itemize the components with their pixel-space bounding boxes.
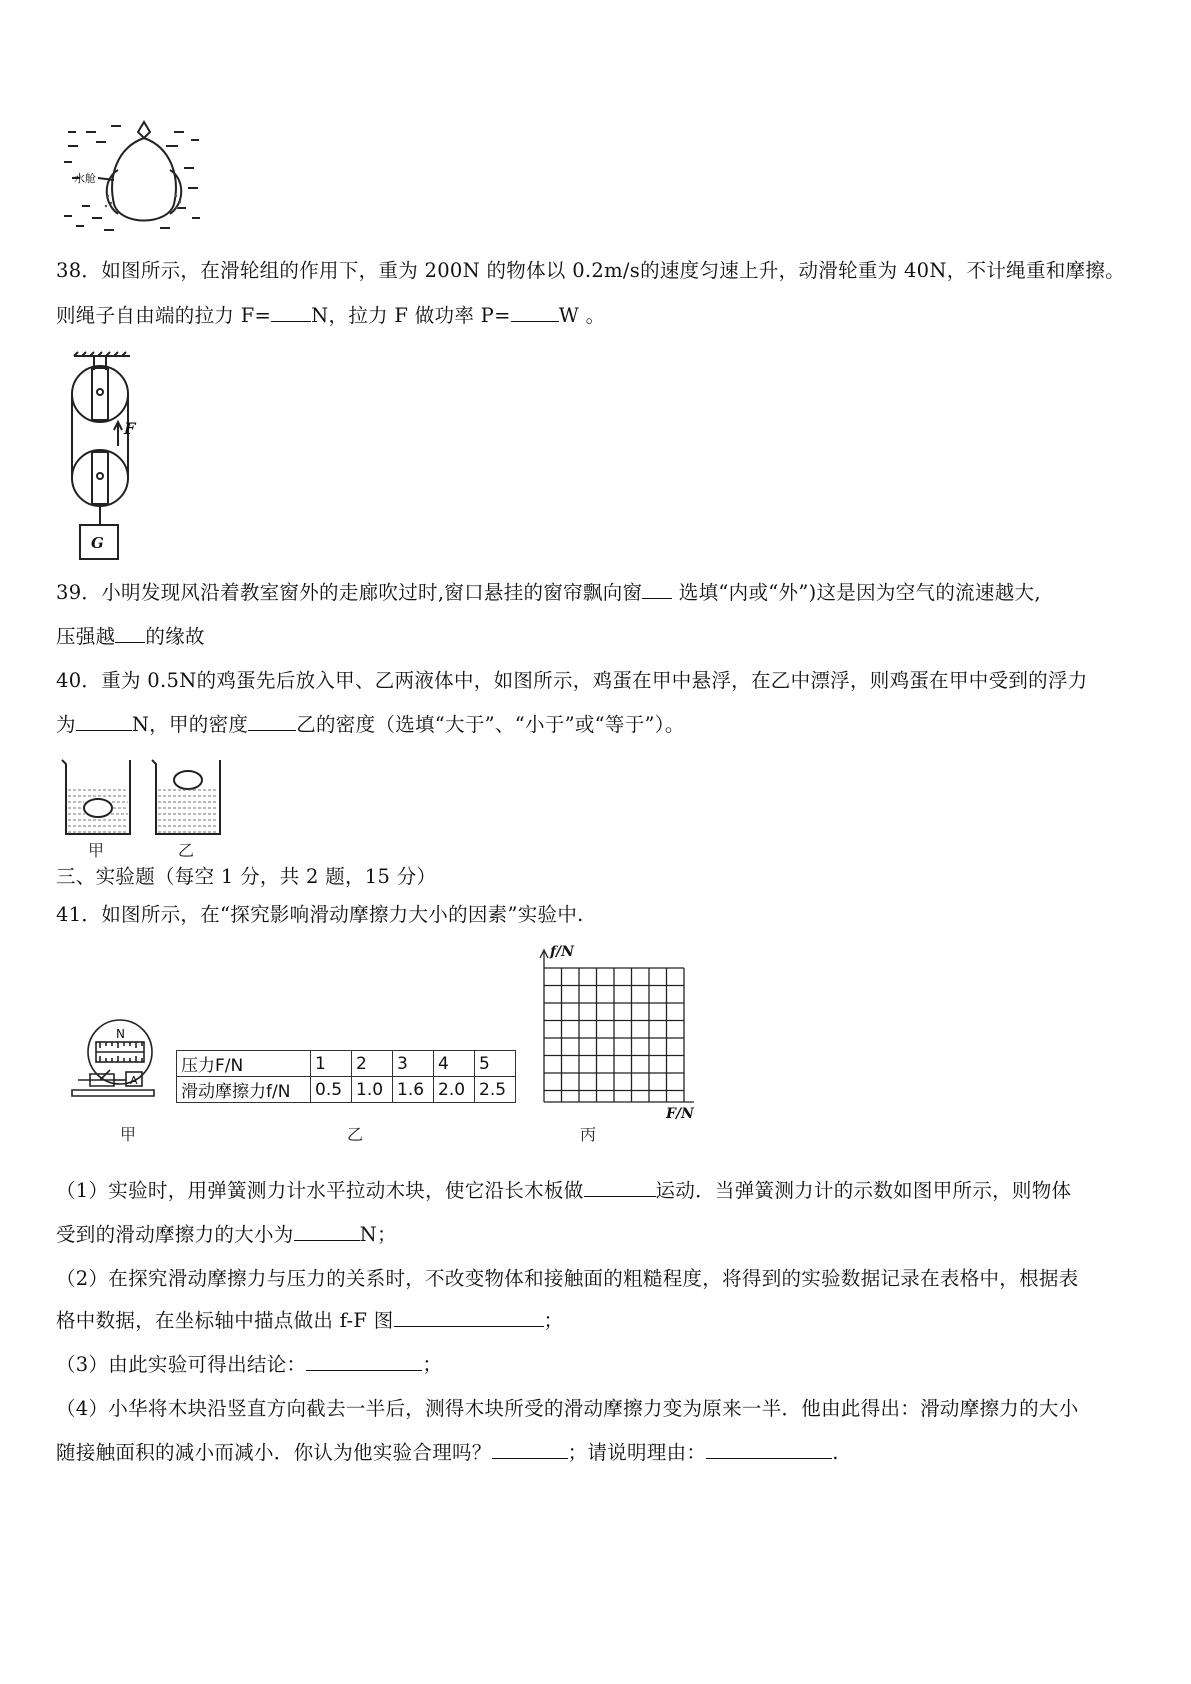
table-cell: 4 [434,1051,475,1077]
table-cell: 2 [352,1051,393,1077]
q41-p1-text-d: N； [359,1223,397,1246]
q41-p4-text-b: 随接触面积的减小而减小．你认为他实验合理吗？ [56,1441,492,1464]
q38-line2 [56,303,605,329]
q41-p1-line1 [56,1178,1071,1204]
q41-p1-text-c: 受到的滑动摩擦力的大小为 [56,1223,294,1246]
q39-text-a: 39．小明发现风沿着教室窗外的走廊吹过时,窗口悬挂的窗帘飘向窗 [56,581,643,604]
q41-p4-text-c: ；请说明理由： [567,1441,707,1464]
q41-blank-friction-value[interactable] [294,1222,360,1241]
q41-p3-line [56,1352,442,1378]
table-row [177,1077,516,1103]
q41-blank-conclusion[interactable] [306,1352,422,1371]
fig-caption-yi: 乙 [347,1125,364,1144]
q38-text-a: 则绳子自由端的拉力 F= [56,304,272,327]
q39-blank-direction[interactable] [642,580,672,599]
section3-title: 三、实验题（每空 1 分，共 2 题，15 分） [56,865,437,888]
q41-p2-line1: （2）在探究滑动摩擦力与压力的关系时，不改变物体和接触面的粗糙程度，将得到的实验数据记录在表格中，根据表 [56,1267,1079,1290]
fig-caption-jia: 甲 [120,1125,137,1144]
q41-p4-text-d: . [832,1441,839,1464]
table-cell: 3 [393,1051,434,1077]
q41-p1-text-b: 运动．当弹簧测力计的示数如图甲所示，则物体 [655,1179,1072,1202]
q39-text-c: 压强越 [56,625,116,648]
beaker-caption-yi: 乙 [178,841,195,860]
q41-blank-motion[interactable] [584,1178,656,1197]
q38-line1: 38．如图所示，在滑轮组的作用下，重为 200N 的物体以 0.2m/s的速度匀速上升，动滑轮重为 40N，不计绳重和摩擦。 [56,259,1125,282]
q41-p1-text-a: （1）实验时，用弹簧测力计水平拉动木块，使它沿长木板做 [56,1179,584,1202]
q41-p4-line2 [56,1440,839,1466]
blank-graph-grid[interactable] [520,940,700,1125]
table-cell: 2.0 [434,1077,475,1103]
table-row [177,1051,516,1077]
force-label: F [124,419,136,438]
q39-line1 [56,580,1041,606]
beakers-figure [56,756,236,856]
q41-blank-reasonable[interactable] [492,1440,568,1459]
q39-text-b: 选填“内或“外”)这是因为空气的流速越大, [672,581,1041,604]
pulley-figure [60,350,150,565]
beaker-caption-jia: 甲 [88,841,105,860]
q41-p2-text-b: 格中数据，在坐标轴中描点做出 f-F 图 [56,1309,394,1332]
q40-text-c: 乙的密度（选填“大于”、“小于”或“等于”）。 [296,713,685,736]
q41-p3-text-b: ； [422,1353,443,1376]
q38-blank-force[interactable] [271,303,311,322]
table-header-pressure: 压力F/N [177,1051,311,1077]
q41-blank-graph[interactable] [394,1308,544,1327]
table-cell: 1.0 [352,1077,393,1103]
q40-text-a: 为 [56,713,76,736]
q39-blank-pressure[interactable] [115,624,145,643]
meter-unit-label: N [116,1027,125,1041]
table-cell: 1 [311,1051,352,1077]
submarine-figure [56,118,206,234]
q40-line2 [56,712,685,738]
table-cell: 1.6 [393,1077,434,1103]
table-header-friction: 滑动摩擦力f/N [177,1077,311,1103]
q38-text-b: N，拉力 F 做功率 P= [311,304,511,327]
q38-text-c: W 。 [558,304,606,327]
q41-p3-text-a: （3）由此实验可得出结论： [56,1353,307,1376]
q39-text-d: 的缘故 [145,625,205,648]
water-tank-label: 水舱 [74,172,96,185]
q41-blank-reason[interactable] [706,1440,832,1459]
q41-p2-line2 [56,1308,563,1334]
q41-intro: 41．如图所示，在“探究影响滑动摩擦力大小的因素”实验中. [56,903,584,926]
q41-p4-line1: （4）小华将木块沿竖直方向截去一半后，测得木块所受的滑动摩擦力变为原来一半．他由此得出：滑动摩擦力的大小 [56,1397,1079,1420]
graph-y-axis-label: f/N [550,944,574,960]
q40-line1: 40．重为 0.5N的鸡蛋先后放入甲、乙两液体中，如图所示，鸡蛋在甲中悬浮，在乙中漂浮，则鸡蛋在甲中受到的浮力 [56,669,1088,692]
table-cell: 5 [475,1051,516,1077]
weight-label: G [91,534,104,552]
q40-text-b: N，甲的密度 [131,713,249,736]
q38-blank-power[interactable] [511,303,559,322]
table-cell: 0.5 [311,1077,352,1103]
q41-p2-text-c: ； [543,1309,564,1332]
graph-x-axis-label: F/N [666,1106,694,1122]
spring-scale-figure [70,1018,175,1108]
q41-p1-line2 [56,1222,397,1248]
friction-data-table [176,1050,516,1103]
q40-blank-buoyancy[interactable] [76,712,132,731]
q39-line2 [56,624,205,650]
q40-blank-density[interactable] [248,712,296,731]
table-cell: 2.5 [475,1077,516,1103]
fig-caption-bing: 丙 [580,1125,597,1144]
block-label: A [130,1074,138,1087]
